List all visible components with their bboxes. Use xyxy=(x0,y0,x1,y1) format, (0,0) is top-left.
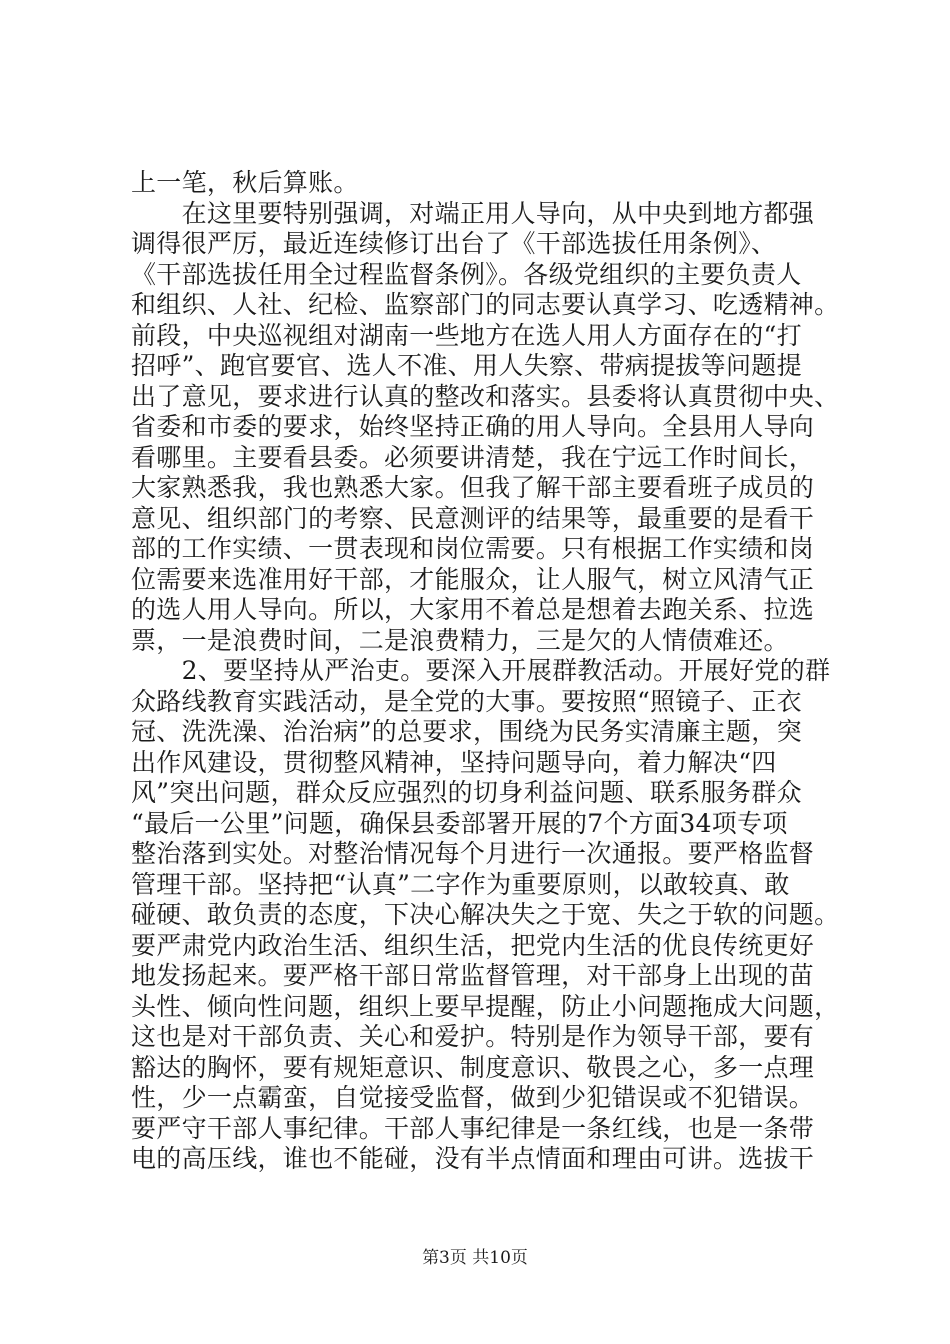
text-line: 豁达的胸怀，要有规矩意识、制度意识、敬畏之心，多一点理 xyxy=(131,1052,815,1082)
page-number-footer: 第3页 共10页 xyxy=(422,1248,528,1268)
text-line: 前段，中央巡视组对湖南一些地方在选人用人方面存在的“打 xyxy=(131,320,802,350)
body-text xyxy=(131,168,851,1175)
text-line: 整治落到实处。对整治情况每个月进行一次通报。要严格监督 xyxy=(131,839,815,868)
text-line: 部的工作实绩、一贯表现和岗位需要。只有根据工作实绩和岗 xyxy=(131,534,815,563)
text-line: 地发扬起来。要严格干部日常监督管理，对干部身上出现的苗 xyxy=(131,961,815,990)
text-line: 招呼”、跑官要官、选人不准、用人失察、带病提拔等问题提 xyxy=(131,351,802,380)
text-line: 碰硬、敢负责的态度，下决心解决失之于宽、失之于软的问题。 xyxy=(131,900,840,929)
text-line: 上一笔，秋后算账。 xyxy=(131,168,359,197)
text-line: 《干部选拔任用全过程监督条例》。各级党组织的主要负责人 xyxy=(131,259,802,289)
text-line: “最后一公里”问题，确保县委部署开展的7个方面34项专项 xyxy=(131,808,788,838)
text-line: 冠、洗洗澡、治治病”的总要求，围绕为民务实清廉主题，突 xyxy=(131,717,802,746)
text-line: 看哪里。主要看县委。必须要讲清楚，我在宁远工作时间长， xyxy=(131,442,815,472)
text-line: 大家熟悉我，我也熟悉大家。但我了解干部主要看班子成员的 xyxy=(131,473,815,502)
text-line: 2、要坚持从严治吏。要深入开展群教活动。开展好党的群 xyxy=(131,656,831,685)
text-line: 要严肃党内政治生活、组织生活，把党内生活的优良传统更好 xyxy=(131,930,815,960)
text-line: 风”突出问题，群众反应强烈的切身利益问题、联系服务群众 xyxy=(131,778,802,807)
text-line: 位需要来选准用好干部，才能服众，让人服气，树立风清气正 xyxy=(131,564,815,594)
text-line: 头性、倾向性问题，组织上要早提醒，防止小问题拖成大问题， xyxy=(131,991,840,1021)
text-line: 要严守干部人事纪律。干部人事纪律是一条红线，也是一条带 xyxy=(131,1113,815,1143)
text-line: 票，一是浪费时间，二是浪费精力，三是欠的人情债难还。 xyxy=(131,625,789,655)
text-line: 意见、组织部门的考察、民意测评的结果等，最重要的是看干 xyxy=(131,503,815,533)
text-line: 省委和市委的要求，始终坚持正确的用人导向。全县用人导向 xyxy=(131,412,815,441)
text-line: 在这里要特别强调，对端正用人导向，从中央到地方都强 xyxy=(131,198,815,228)
text-line: 管理干部。坚持把“认真”二字作为重要原则，以敢较真、敢 xyxy=(131,869,790,899)
text-line: 这也是对干部负责、关心和爱护。特别是作为领导干部，要有 xyxy=(131,1022,815,1051)
text-line: 的选人用人导向。所以，大家用不着总是想着去跑关系、拉选 xyxy=(131,595,815,624)
text-line: 和组织、人社、纪检、监察部门的同志要认真学习、吃透精神。 xyxy=(131,290,840,319)
text-line: 调得很严厉，最近连续修订出台了《干部选拔任用条例》、 xyxy=(131,229,777,258)
text-line: 众路线教育实践活动，是全党的大事。要按照“照镜子、正衣 xyxy=(131,686,802,716)
text-line: 电的高压线，谁也不能碰，没有半点情面和理由可讲。选拔干 xyxy=(131,1144,815,1173)
text-line: 性，少一点霸蛮，自觉接受监督，做到少犯错误或不犯错误。 xyxy=(131,1083,815,1112)
text-line: 出作风建设，贯彻整风精神，坚持问题导向，着力解决“四 xyxy=(131,747,777,777)
text-line: 出了意见，要求进行认真的整改和落实。县委将认真贯彻中央、 xyxy=(131,381,840,411)
